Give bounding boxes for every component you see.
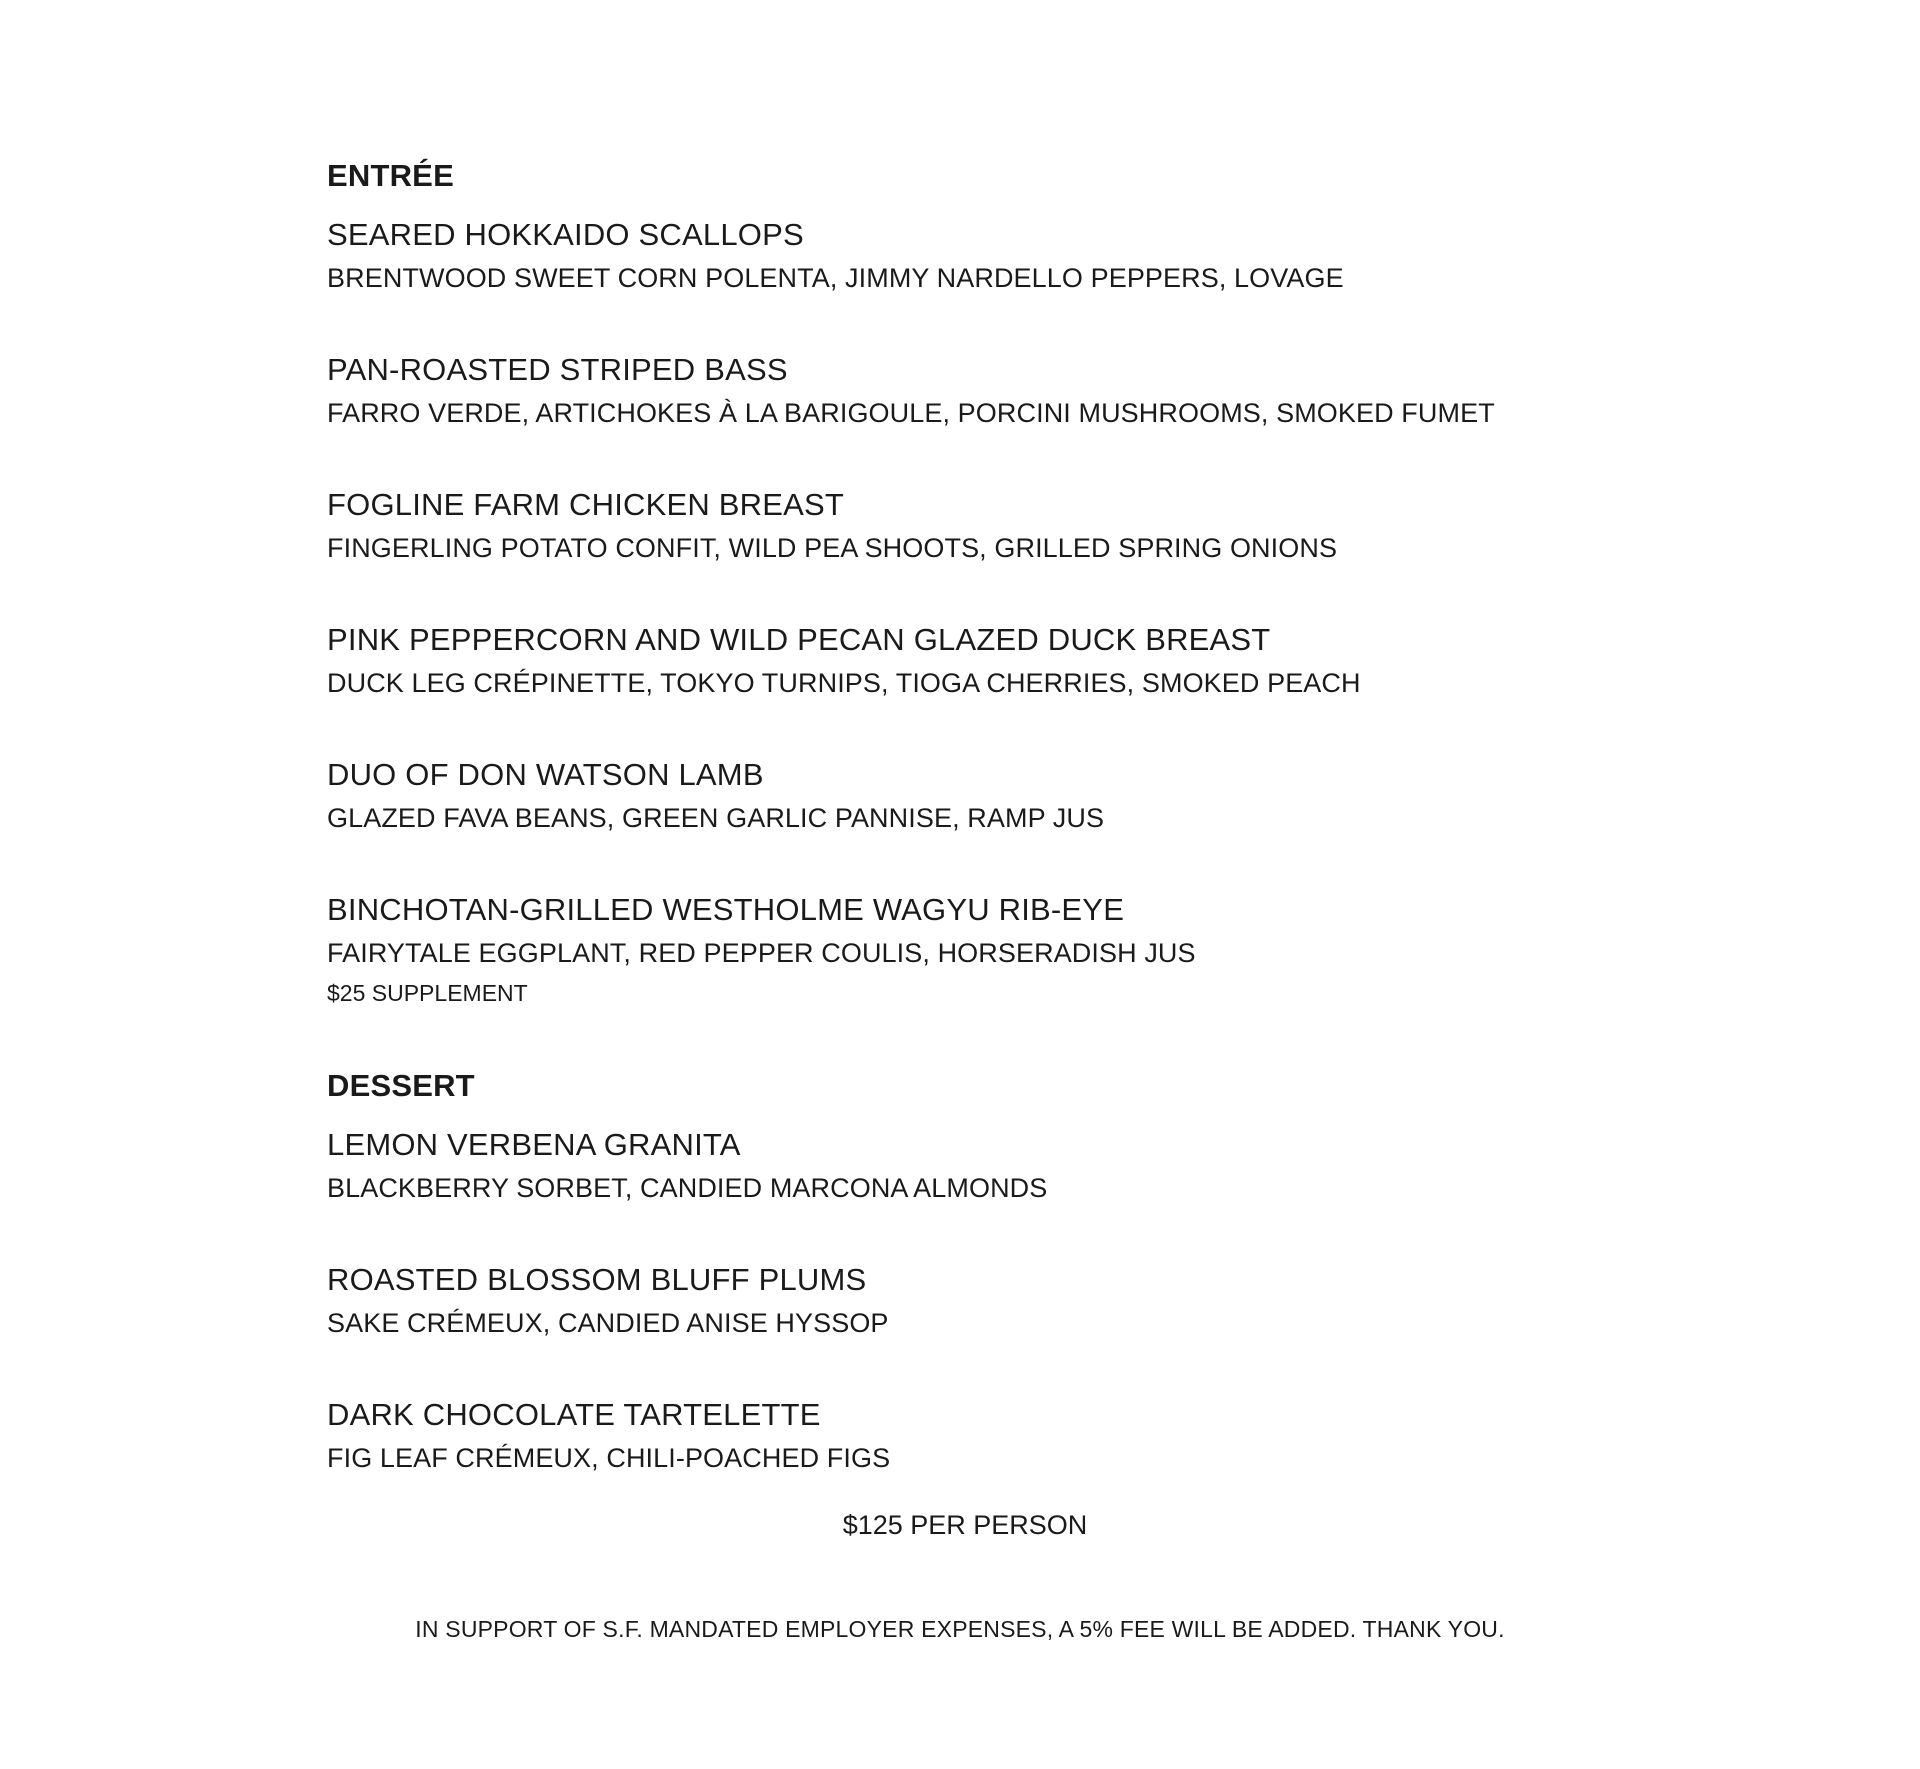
menu-item [327,894,1627,1005]
item-description: FINGERLING POTATO CONFIT, WILD PEA SHOOTS, GRILLED SPRING ONIONS [327,533,1338,563]
item-description: FARRO VERDE, ARTICHOKES À LA BARIGOULE, PORCINI MUSHROOMS, SMOKED FUMET [327,398,1495,428]
menu-item [327,219,1627,292]
item-name: BINCHOTAN-GRILLED WESTHOLME WAGYU RIB-EYE [327,892,1125,927]
item-name: SEARED HOKKAIDO SCALLOPS [327,217,804,252]
item-name: DUO OF DON WATSON LAMB [327,757,764,792]
menu-item [327,1399,1627,1472]
menu-item [327,489,1627,562]
menu-item [327,1129,1627,1202]
item-supplement: $25 SUPPLEMENT [327,980,528,1006]
item-description: GLAZED FAVA BEANS, GREEN GARLIC PANNISE, RAMP JUS [327,803,1105,833]
menu-item [327,1264,1627,1337]
menu [327,160,1627,1472]
footer-note: IN SUPPORT OF S.F. MANDATED EMPLOYER EXPENSES, A 5% FEE WILL BE ADDED. THANK YOU. [415,1616,1505,1642]
item-name: ROASTED BLOSSOM BLUFF PLUMS [327,1262,867,1297]
item-description: FAIRYTALE EGGPLANT, RED PEPPER COULIS, HORSERADISH JUS [327,938,1196,968]
section-title-dessert: DESSERT [327,1068,475,1103]
item-description: BRENTWOOD SWEET CORN POLENTA, JIMMY NARDELLO PEPPERS, LOVAGE [327,263,1344,293]
menu-item [327,624,1627,697]
price-per-person: $125 PER PERSON [842,1510,1088,1540]
item-description: BLACKBERRY SORBET, CANDIED MARCONA ALMONDS [327,1173,1048,1203]
menu-item [327,759,1627,832]
menu-item [327,354,1627,427]
item-description: SAKE CRÉMEUX, CANDIED ANISE HYSSOP [327,1308,889,1338]
item-name: DARK CHOCOLATE TARTELETTE [327,1397,821,1432]
item-name: PINK PEPPERCORN AND WILD PECAN GLAZED DUCK BREAST [327,622,1271,657]
item-name: PAN-ROASTED STRIPED BASS [327,352,788,387]
item-name: FOGLINE FARM CHICKEN BREAST [327,487,844,522]
item-description: DUCK LEG CRÉPINETTE, TOKYO TURNIPS, TIOGA CHERRIES, SMOKED PEACH [327,668,1361,698]
section-title-entree: ENTRÉE [327,158,454,193]
item-description: FIG LEAF CRÉMEUX, CHILI-POACHED FIGS [327,1443,891,1473]
item-name: LEMON VERBENA GRANITA [327,1127,741,1162]
